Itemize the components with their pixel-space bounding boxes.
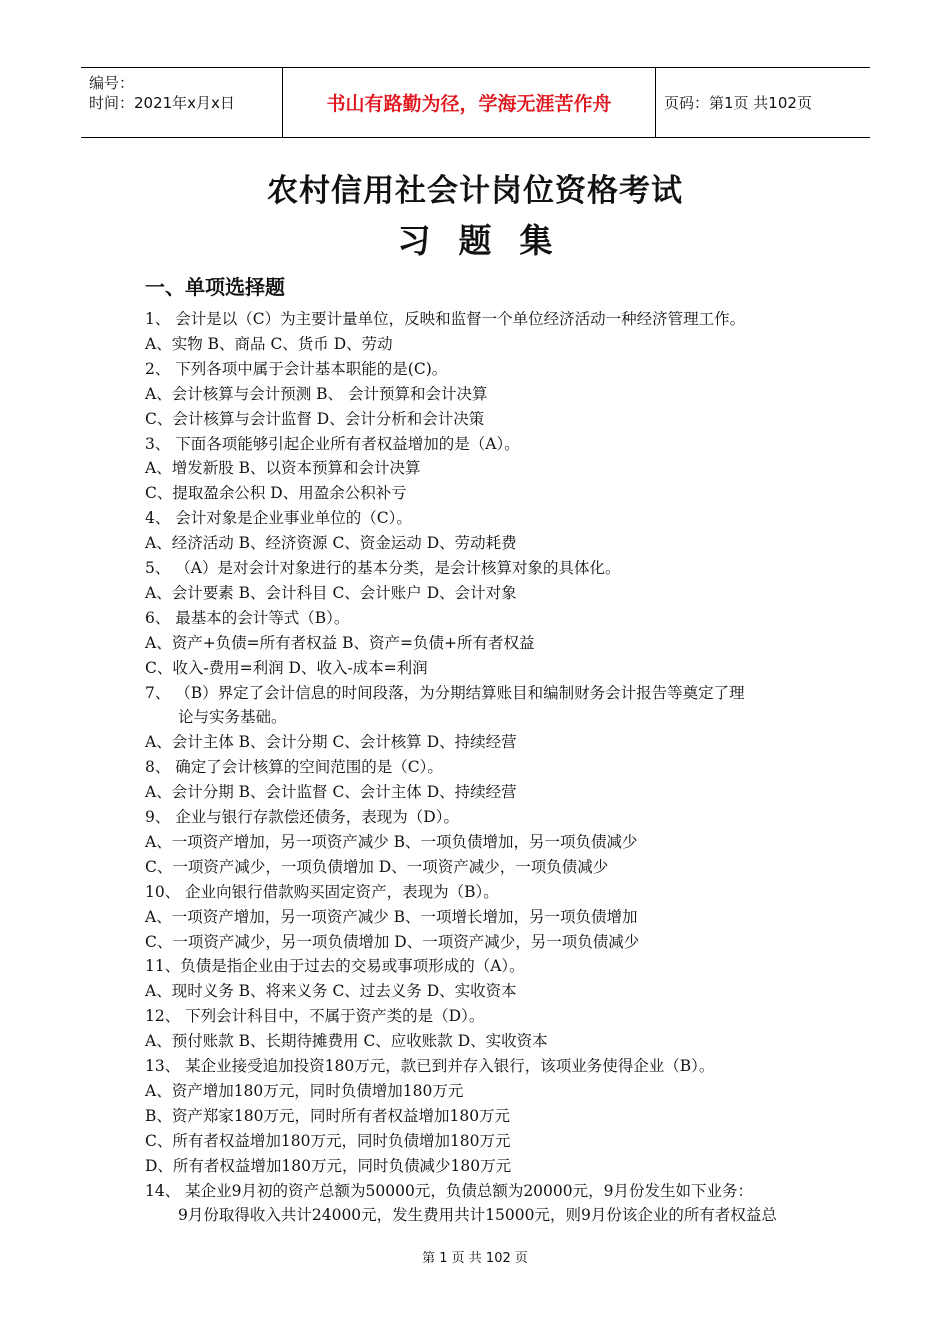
question-line: A、资产增加180万元，同时负债增加180万元: [145, 1081, 464, 1100]
question-line: C、提取盈余公积 D、用盈余公积补亏: [145, 484, 407, 503]
question-line: 9月份取得收入共计24000元，发生费用共计15000元，则9月份该企业的所有者权益总: [178, 1206, 777, 1225]
question-line: D、所有者权益增加180万元，同时负债减少180万元: [145, 1156, 512, 1175]
question-line: 论与实务基础。: [178, 708, 287, 727]
question-line: A、资产+负债=所有者权益 B、资产=负债+所有者权益: [145, 633, 535, 652]
question-line: 6、 最基本的会计等式（B）。: [145, 608, 350, 627]
document-date-label: 时间：2021年x月x日: [89, 94, 235, 112]
document-number-label: 编号：: [89, 74, 135, 92]
question-line: A、会计要素 B、会计科目 C、会计账户 D、会计对象: [145, 583, 517, 602]
question-line: 8、 确定了会计核算的空间范围的是（C）。: [145, 758, 443, 777]
question-line: 4、 会计对象是企业事业单位的（C）。: [145, 509, 412, 528]
question-line: 7、 （B）界定了会计信息的时间段落，为分期结算账目和编制财务会计报告等奠定了理: [145, 683, 745, 702]
question-line: A、会计核算与会计预测 B、 会计预算和会计决算: [145, 384, 488, 403]
question-line: 12、 下列会计科目中，不属于资产类的是（D）。: [145, 1007, 485, 1026]
question-line: 2、 下列各项中属于会计基本职能的是(C)。: [145, 359, 448, 378]
question-line: A、增发新股 B、以资本预算和会计决算: [145, 459, 421, 478]
question-line: 9、 企业与银行存款偿还债务，表现为（D）。: [145, 808, 459, 826]
header-motto: 书山有路勤为径，学海无涯苦作舟: [283, 68, 656, 137]
question-line: 13、 某企业接受追加投资180万元，款已到并存入银行，该项业务使得企业（B）。: [145, 1057, 715, 1075]
question-line: A、一项资产增加，另一项资产减少 B、一项增长增加，另一项负债增加: [145, 907, 638, 926]
question-line: A、现时义务 B、将来义务 C、过去义务 D、实收资本: [145, 982, 517, 1001]
question-line: B、资产郑家180万元，同时所有者权益增加180万元: [145, 1106, 511, 1125]
question-line: C、一项资产减少，另一项负债增加 D、一项资产减少，另一项负债减少: [145, 932, 640, 951]
question-line: C、收入-费用=利润 D、收入-成本=利润: [145, 658, 428, 677]
question-line: A、一项资产增加，另一项资产减少 B、一项负债增加，另一项负债减少: [145, 832, 638, 851]
page-header: [81, 67, 870, 138]
header-page-info: 页码：第1页 共102页: [664, 94, 812, 112]
document-subtitle: 习题集: [397, 221, 581, 260]
question-line: 14、 某企业9月初的资产总额为50000元，负债总额为20000元，9月份发生如下业务：: [145, 1181, 753, 1200]
question-line: C、所有者权益增加180万元，同时负债增加180万元: [145, 1131, 511, 1150]
question-line: A、会计分期 B、会计监督 C、会计主体 D、持续经营: [145, 783, 517, 802]
question-line: A、会计主体 B、会计分期 C、会计核算 D、持续经营: [145, 733, 517, 752]
question-line: C、会计核算与会计监督 D、会计分析和会计决策: [145, 409, 485, 428]
header-meta-cell: [81, 68, 283, 137]
question-line: A、实物 B、商品 C、货币 D、劳动: [145, 334, 393, 353]
question-line: A、预付账款 B、长期待摊费用 C、应收账款 D、实收资本: [145, 1032, 548, 1051]
page-footer: 第 1 页 共 102 页: [422, 1251, 528, 1266]
question-line: C、一项资产减少，一项负债增加 D、一项资产减少，一项负债减少: [145, 857, 609, 876]
question-line: 3、 下面各项能够引起企业所有者权益增加的是（A）。: [145, 434, 520, 453]
document-title: 农村信用社会计岗位资格考试: [267, 173, 683, 209]
question-line: 10、 企业向银行借款购买固定资产，表现为（B）。: [145, 882, 499, 901]
question-line: A、经济活动 B、经济资源 C、资金运动 D、劳动耗费: [145, 534, 517, 553]
question-line: 5、 （A）是对会计对象进行的基本分类，是会计核算对象的具体化。: [145, 559, 621, 577]
question-line: 11、负债是指企业由于过去的交易或事项形成的（A）。: [145, 957, 525, 976]
question-line: 1、 会计是以（C）为主要计量单位，反映和监督一个单位经济活动一种经济管理工作。: [145, 310, 746, 328]
section-heading: 一、单项选择题: [145, 275, 285, 299]
